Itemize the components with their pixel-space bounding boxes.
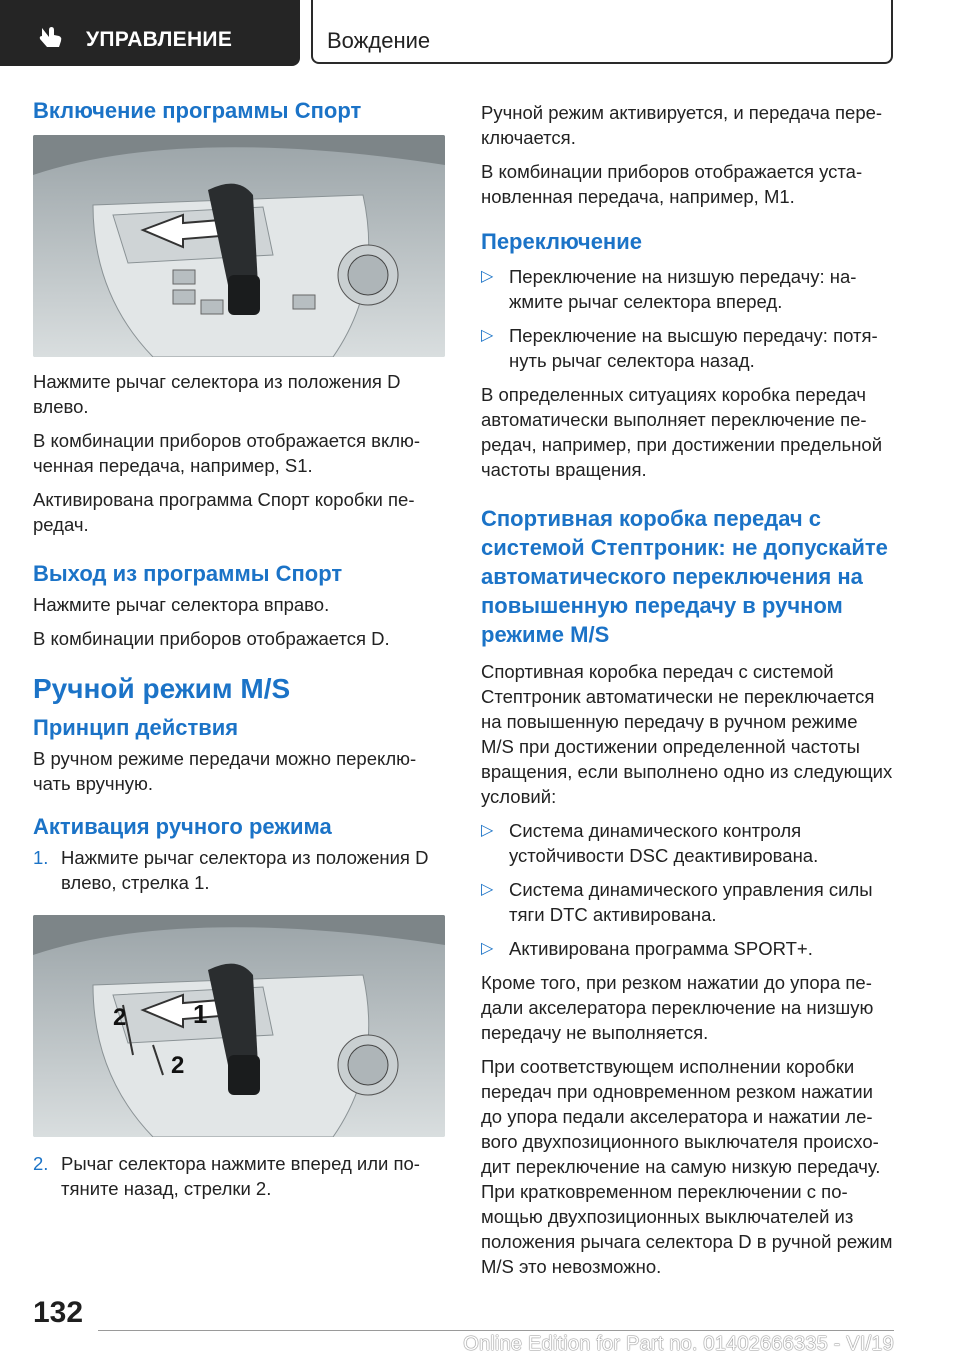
paragraph: Спортивная коробка передач с системой Стептроник автоматически не переключается на повышенную передачу в ручном режиме M/S при достижении определенной частоты вращения, если выполнено одно из следующих условий: [481, 661, 893, 807]
triangle-bullet-icon: ▷ [481, 881, 494, 898]
paragraph: В комбинации приборов отображается D. [33, 628, 390, 649]
chapter-header [0, 0, 300, 66]
paragraph: В комбинации приборов отображается вклю-ченная передача, например, S1. [33, 430, 421, 476]
left-column [33, 96, 445, 1210]
bullet-item [481, 264, 893, 314]
bullet-item [481, 818, 893, 868]
subchapter-header [311, 0, 893, 64]
paragraph: Нажмите рычаг селектора вправо. [33, 594, 330, 615]
arrow-label: 1 [193, 999, 208, 1029]
arrow-label: 2 [171, 1052, 185, 1079]
page-number: 132 [33, 1296, 84, 1329]
paragraph: Кроме того, при резком нажатии до упора пе-дали акселератора переключение на низшую передачу не выполняется. [481, 972, 874, 1043]
step-2 [33, 1151, 445, 1201]
triangle-bullet-icon: ▷ [481, 327, 494, 344]
paragraph: Активирована программа Спорт коробки пе-редач. [33, 489, 415, 535]
heading-activation: Активация ручного режима [33, 814, 332, 839]
bullet-text: Переключение на высшую передачу: потя-нуть рычаг селектора назад. [509, 325, 878, 371]
arrow-label: 2 [113, 1004, 127, 1031]
step-number: 1. [33, 847, 49, 868]
hand-pointer-icon [38, 24, 64, 48]
selector-lever-image-2 [33, 915, 445, 1137]
heading-switching: Переключение [481, 229, 642, 254]
heading-sport-off: Выход из программы Спорт [33, 561, 343, 586]
triangle-bullet-icon: ▷ [481, 822, 494, 839]
paragraph: Нажмите рычаг селектора из положения D влево. [33, 371, 401, 417]
selector-lever-image-1 [33, 135, 445, 357]
step-number: 2. [33, 1153, 49, 1174]
subchapter-title: Вождение [327, 28, 431, 53]
heading-principle: Принцип действия [33, 715, 239, 740]
bullet-text: Переключение на низшую передачу: на-жмите рычаг селектора вперед. [509, 266, 857, 312]
bullet-item [481, 936, 893, 961]
heading-steptronic: Спортивная коробка передач с системой Стептроник: не допускайте автоматического переключения на повышенную передачу в ручном режиме M/S [481, 506, 888, 647]
paragraph: В комбинации приборов отображается уста-новленная передача, например, M1. [481, 161, 863, 207]
triangle-bullet-icon: ▷ [481, 940, 494, 957]
heading-sport-on: Включение программы Спорт [33, 98, 362, 123]
step-text: Нажмите рычаг селектора из положения D влево, стрелка 1. [61, 847, 429, 893]
heading-manual-mode: Ручной режим M/S [33, 673, 291, 704]
bullet-text: Активирована программа SPORT+. [509, 938, 813, 959]
triangle-bullet-icon: ▷ [481, 268, 494, 285]
paragraph: Ручной режим активируется, и передача пере-ключается. [481, 102, 883, 148]
bullet-item [481, 323, 893, 373]
paragraph: В определенных ситуациях коробка передач автоматически выполняет переключение пе-редач, например, при достижении предельной частоты вращения. [481, 384, 883, 480]
chapter-title: УПРАВЛЕНИЕ [86, 28, 233, 51]
bullet-text: Система динамического управления силы тяги DTC активирована. [509, 879, 873, 925]
footer-divider [98, 1330, 894, 1331]
bullet-text: Система динамического контроля устойчивости DSC деактивирована. [509, 820, 819, 866]
bullet-item [481, 877, 893, 927]
edition-footer: Online Edition for Part no. 01402666335 - VI/19 [463, 1333, 894, 1355]
paragraph: В ручном режиме передачи можно переклю-чать вручную. [33, 748, 417, 794]
step-1 [33, 845, 445, 895]
paragraph: При соответствующем исполнении коробки передач при одновременном резком нажатии до упора педали акселератора и нажатии ле-вого двухпозиционного выключателя происхо-дит переключение на самую низкую передачу. При кратковременном переключении с по-мощью двухпозиционных выключателей из положения рычага селектора D в ручной режим M/S это невозможно. [481, 1056, 893, 1277]
right-column [481, 100, 893, 1288]
step-text: Рычаг селектора нажмите вперед или по-тяните назад, стрелки 2. [61, 1153, 420, 1199]
